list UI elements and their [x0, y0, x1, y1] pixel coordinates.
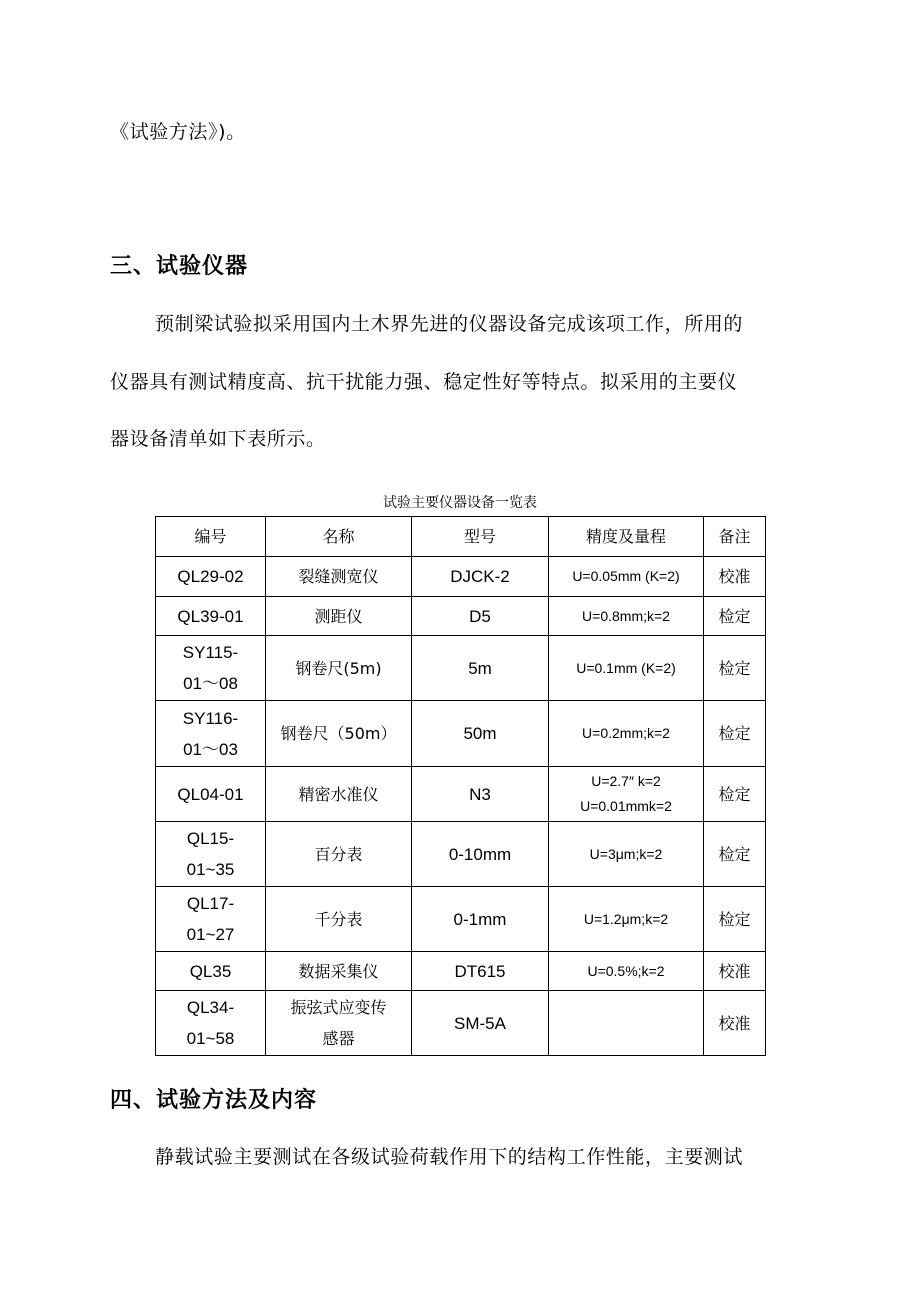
header-id: 编号 — [156, 517, 266, 557]
section-4-paragraph-line-1: 静载试验主要测试在各级试验荷载作用下的结构工作性能，主要测试 — [155, 1146, 744, 1168]
table-row — [156, 991, 766, 1056]
cell-accuracy: U=1.2μm;k=2 — [549, 887, 704, 952]
table-row — [156, 701, 766, 767]
cell-note: 检定 — [704, 597, 766, 636]
cell-name: 百分表 — [266, 822, 412, 887]
cell-name: 数据采集仪 — [266, 952, 412, 991]
cell-id: QL34- 01~58 — [156, 991, 266, 1056]
cell-name: 裂缝测宽仪 — [266, 557, 412, 597]
cell-accuracy: U=0.1mm (K=2) — [549, 636, 704, 701]
header-note: 备注 — [704, 517, 766, 557]
cell-name: 精密水准仪 — [266, 767, 412, 822]
cell-name: 千分表 — [266, 887, 412, 952]
table-row — [156, 887, 766, 952]
cell-name: 钢卷尺（50m） — [266, 701, 412, 767]
section-3-paragraph-line-3: 器设备清单如下表所示。 — [110, 428, 326, 450]
cell-model: 5m — [412, 636, 549, 701]
cell-accuracy: U=0.2mm;k=2 — [549, 701, 704, 767]
cell-model: 50m — [412, 701, 549, 767]
cell-id: QL35 — [156, 952, 266, 991]
table-row — [156, 822, 766, 887]
cell-note: 检定 — [704, 701, 766, 767]
cell-note: 校准 — [704, 991, 766, 1056]
cell-accuracy: U=0.05mm (K=2) — [549, 557, 704, 597]
cell-name: 钢卷尺(5m) — [266, 636, 412, 701]
section-3-paragraph-line-1: 预制梁试验拟采用国内土木界先进的仪器设备完成该项工作，所用的 — [155, 313, 744, 335]
section-3-heading: 三、试验仪器 — [110, 254, 249, 279]
cell-model: N3 — [412, 767, 549, 822]
cell-accuracy — [549, 991, 704, 1056]
header-accuracy: 精度及量程 — [549, 517, 704, 557]
table-row — [156, 952, 766, 991]
cell-note: 检定 — [704, 822, 766, 887]
cell-model: SM-5A — [412, 991, 549, 1056]
cell-accuracy: U=0.5%;k=2 — [549, 952, 704, 991]
table-row — [156, 597, 766, 636]
table-caption: 试验主要仪器设备一览表 — [383, 495, 537, 511]
cell-id: QL29-02 — [156, 557, 266, 597]
cell-model: DT615 — [412, 952, 549, 991]
cell-model: D5 — [412, 597, 549, 636]
equipment-table — [155, 516, 766, 1056]
cell-note: 校准 — [704, 952, 766, 991]
intro-line: 《试验方法》)。 — [110, 121, 246, 143]
table-row — [156, 557, 766, 597]
cell-id: QL15- 01~35 — [156, 822, 266, 887]
cell-id: SY116- 01～03 — [156, 701, 266, 767]
cell-id: SY115- 01～08 — [156, 636, 266, 701]
table-row — [156, 767, 766, 822]
cell-accuracy: U=0.8mm;k=2 — [549, 597, 704, 636]
cell-id: QL17- 01~27 — [156, 887, 266, 952]
cell-name: 测距仪 — [266, 597, 412, 636]
cell-id: QL39-01 — [156, 597, 266, 636]
cell-accuracy: U=3μm;k=2 — [549, 822, 704, 887]
header-model: 型号 — [412, 517, 549, 557]
cell-note: 校准 — [704, 557, 766, 597]
section-4-heading: 四、试验方法及内容 — [110, 1088, 318, 1113]
header-name: 名称 — [266, 517, 412, 557]
cell-accuracy: U=2.7″ k=2 U=0.01mmk=2 — [549, 767, 704, 822]
cell-note: 检定 — [704, 887, 766, 952]
table-row — [156, 636, 766, 701]
section-3-paragraph-line-2: 仪器具有测试精度高、抗干扰能力强、稳定性好等特点。拟采用的主要仪 — [110, 371, 738, 393]
cell-id: QL04-01 — [156, 767, 266, 822]
cell-note: 检定 — [704, 767, 766, 822]
cell-model: 0-10mm — [412, 822, 549, 887]
cell-model: DJCK-2 — [412, 557, 549, 597]
cell-model: 0-1mm — [412, 887, 549, 952]
table-header-row — [156, 517, 766, 557]
cell-name: 振弦式应变传 感器 — [266, 991, 412, 1056]
cell-note: 检定 — [704, 636, 766, 701]
